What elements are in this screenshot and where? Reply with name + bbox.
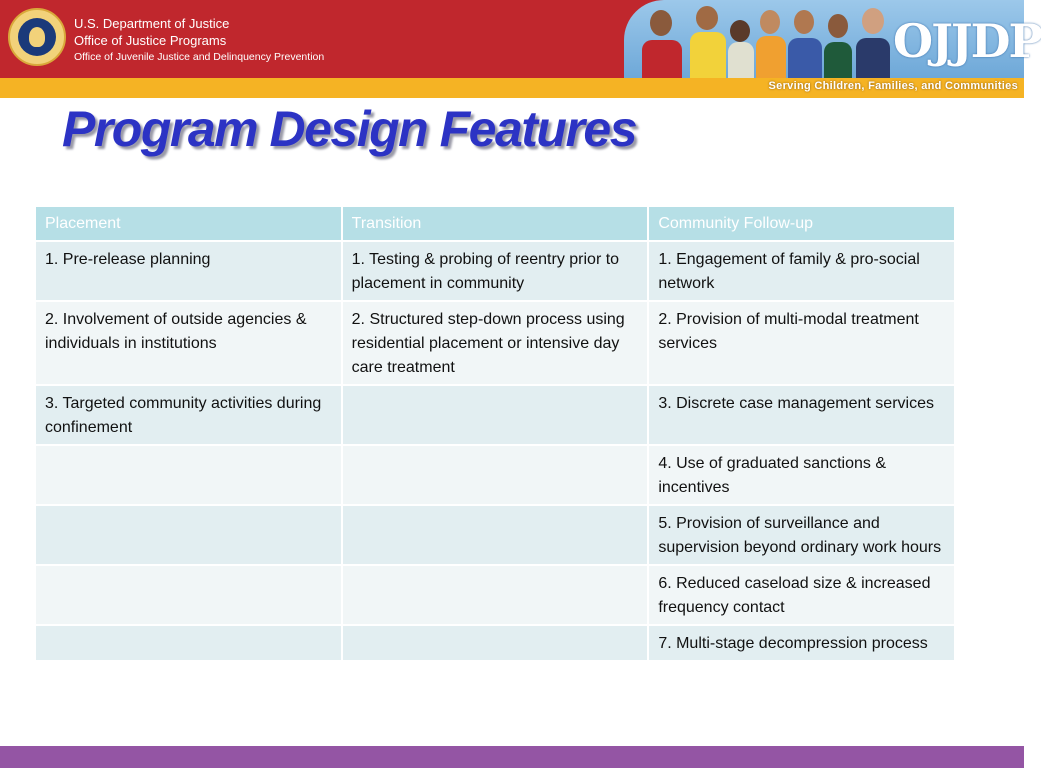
child-head [760,10,780,34]
table-cell: 1. Pre-release planning [36,242,341,300]
table-cell [36,626,341,660]
child-head [730,20,750,42]
table-cell: 1. Testing & probing of reentry prior to placement in community [343,242,648,300]
table-row [36,566,954,624]
child-figure [690,32,726,78]
agency-name-doj: U.S. Department of Justice [74,16,230,31]
agency-name-ojp: Office of Justice Programs [74,33,227,48]
table-row [36,506,954,564]
table-row [36,386,954,444]
column-header-placement: Placement [36,207,341,240]
child-head [794,10,814,34]
tagline: Serving Children, Families, and Communities [768,80,1018,92]
table-cell [343,506,648,564]
column-header-transition: Transition [343,207,648,240]
table-cell [343,566,648,624]
table-cell: 3. Discrete case management services [649,386,954,444]
table-row [36,242,954,300]
table-cell [343,626,648,660]
eagle-icon [29,27,45,47]
table-cell: 2. Structured step-down process using residential placement or intensive day care treatment [343,302,648,384]
child-figure [788,38,822,78]
table-cell: 3. Targeted community activities during confinement [36,386,341,444]
column-header-community-follow-up: Community Follow-up [649,207,954,240]
slide-title: Program Design Features [62,101,637,157]
table-cell: 2. Provision of multi-modal treatment services [649,302,954,384]
footer-band [0,746,1024,768]
table-row [36,302,954,384]
table-cell [36,506,341,564]
seal-center [18,18,56,56]
child-figure [728,42,754,78]
child-figure [824,42,852,78]
table-cell: 7. Multi-stage decompression process [649,626,954,660]
child-head [650,10,672,36]
table-header-row [36,207,954,240]
table-cell: 1. Engagement of family & pro-social network [649,242,954,300]
table-row [36,446,954,504]
table-cell: 2. Involvement of outside agencies & individuals in institutions [36,302,341,384]
child-head [862,8,884,34]
child-figure [642,40,682,78]
doj-seal-icon [8,8,66,66]
table-cell [36,446,341,504]
child-head [696,6,718,30]
table-cell: 6. Reduced caseload size & increased frequency contact [649,566,954,624]
table-cell [343,386,648,444]
child-figure [856,38,890,78]
child-figure [756,36,786,78]
features-table [34,205,956,662]
table-cell: 5. Provision of surveillance and supervision beyond ordinary work hours [649,506,954,564]
table-cell [36,566,341,624]
agency-name-ojjdp: Office of Juvenile Justice and Delinquency Prevention [74,51,325,63]
child-head [828,14,848,38]
table-cell: 4. Use of graduated sanctions & incentives [649,446,954,504]
ojjdp-logo: OJJDP [893,14,1041,68]
table-row [36,626,954,660]
table-cell [343,446,648,504]
features-table-grid [34,205,956,662]
